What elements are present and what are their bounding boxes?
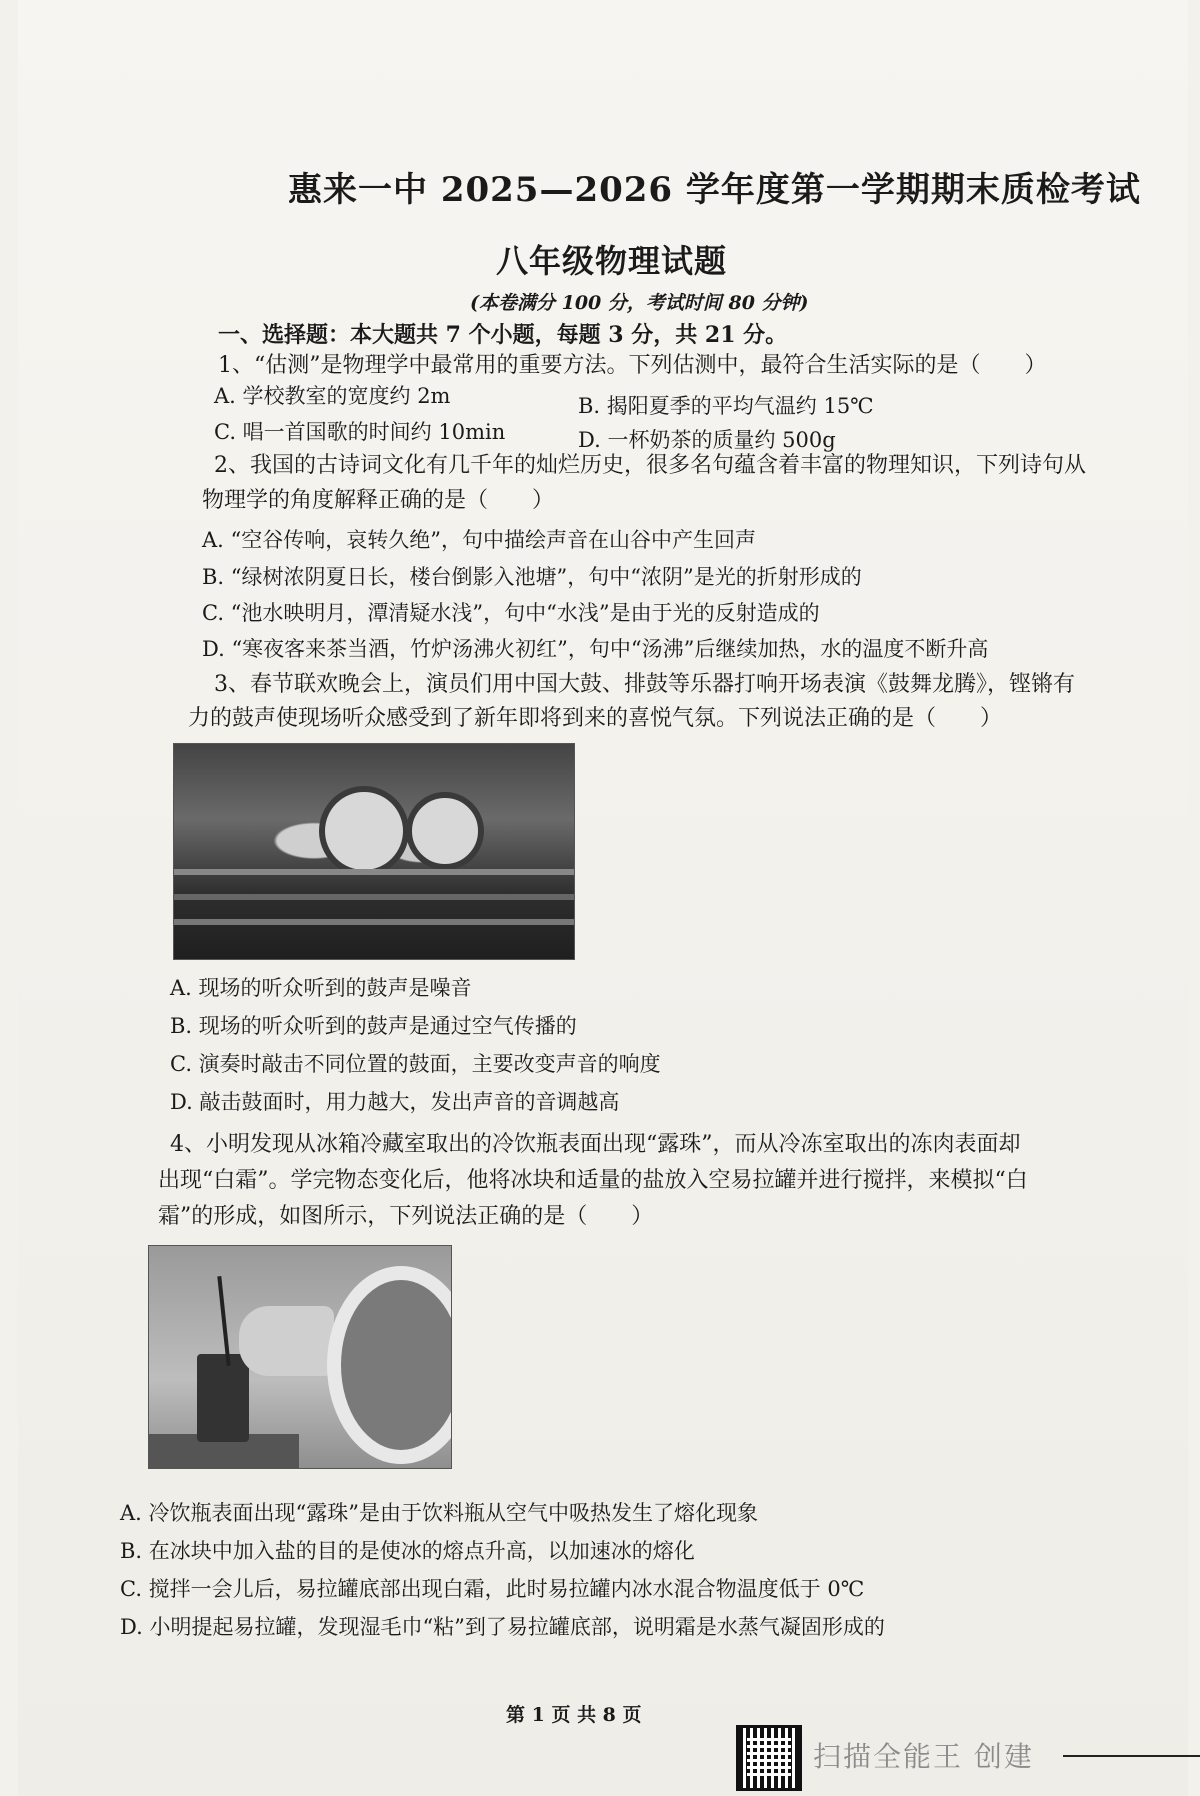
page-number: 第 1 页 共 8 页: [506, 1704, 642, 1726]
drum-performance-photo: [173, 743, 575, 960]
q2-stem-line1: 2、我国的古诗词文化有几千年的灿烂历史，很多名句蕴含着丰富的物理知识，下列诗句从: [214, 453, 1087, 478]
frost-experiment-photo: [148, 1245, 452, 1469]
q1-option-d: D. 一杯奶茶的质量约 500g: [578, 428, 836, 452]
exam-note: (本卷满分 100 分，考试时间 80 分钟): [470, 292, 809, 314]
scanner-watermark: 扫描全能王 创建: [813, 1740, 1034, 1773]
exam-paper: [18, 0, 1188, 1796]
q1-option-c: C. 唱一首国歌的时间约 10min: [214, 420, 506, 444]
q3-stem-line1: 3、春节联欢晚会上，演员们用中国大鼓、排鼓等乐器打响开场表演《鼓舞龙腾》，铿锵有: [214, 672, 1076, 697]
q2-option-b: B. “绿树浓阴夏日长，楼台倒影入池塘”，句中“浓阴”是光的折射形成的: [202, 565, 862, 589]
q2-option-c: C. “池水映明月，潭清疑水浅”，句中“水浅”是由于光的反射造成的: [202, 601, 820, 625]
exam-title: 惠来一中 2025—2026 学年度第一学期期末质检考试: [288, 170, 1141, 210]
q1-option-a: A. 学校教室的宽度约 2m: [214, 384, 451, 408]
q3-option-d: D. 敲击鼓面时，用力越大，发出声音的音调越高: [170, 1090, 620, 1114]
q3-option-c: C. 演奏时敲击不同位置的鼓面，主要改变声音的响度: [170, 1052, 661, 1076]
exam-subtitle: 八年级物理试题: [496, 242, 728, 280]
q2-option-d: D. “寒夜客来茶当酒，竹炉汤沸火初红”，句中“汤沸”后继续加热，水的温度不断升高: [202, 637, 989, 661]
q3-option-a: A. 现场的听众听到的鼓声是噪音: [170, 976, 472, 1000]
q4-stem-line2: 出现“白霜”。学完物态变化后，他将冰块和适量的盐放入空易拉罐并进行搅拌，来模拟“白: [158, 1168, 1028, 1193]
q4-option-b: B. 在冰块中加入盐的目的是使冰的熔点升高，以加速冰的熔化: [120, 1539, 695, 1563]
q3-stem-line2: 力的鼓声使现场听众感受到了新年即将到来的喜悦气氛。下列说法正确的是（ ）: [188, 706, 1003, 731]
q4-option-c: C. 搅拌一会儿后，易拉罐底部出现白霜，此时易拉罐内冰水混合物温度低于 0℃: [120, 1577, 865, 1601]
q1-option-b: B. 揭阳夏季的平均气温约 15℃: [578, 394, 874, 418]
section-heading: 一、选择题：本大题共 7 个小题，每题 3 分，共 21 分。: [218, 322, 788, 348]
q3-option-b: B. 现场的听众听到的鼓声是通过空气传播的: [170, 1014, 577, 1038]
qr-code-icon: [736, 1725, 802, 1791]
q1-stem: 1、“估测”是物理学中最常用的重要方法。下列估测中，最符合生活实际的是（ ）: [218, 353, 1047, 378]
q4-option-d: D. 小明提起易拉罐，发现湿毛巾“粘”到了易拉罐底部，说明霜是水蒸气凝固形成的: [120, 1615, 885, 1639]
divider: [1063, 1755, 1200, 1757]
q2-option-a: A. “空谷传响，哀转久绝”，句中描绘声音在山谷中产生回声: [202, 528, 756, 552]
q4-stem-line3: 霜”的形成，如图所示，下列说法正确的是（ ）: [158, 1204, 654, 1229]
q4-stem-line1: 4、小明发现从冰箱冷藏室取出的冷饮瓶表面出现“露珠”，而从冷冻室取出的冻肉表面却: [170, 1132, 1021, 1157]
q4-option-a: A. 冷饮瓶表面出现“露珠”是由于饮料瓶从空气中吸热发生了熔化现象: [120, 1501, 758, 1525]
q2-stem-line2: 物理学的角度解释正确的是（ ）: [202, 488, 555, 513]
